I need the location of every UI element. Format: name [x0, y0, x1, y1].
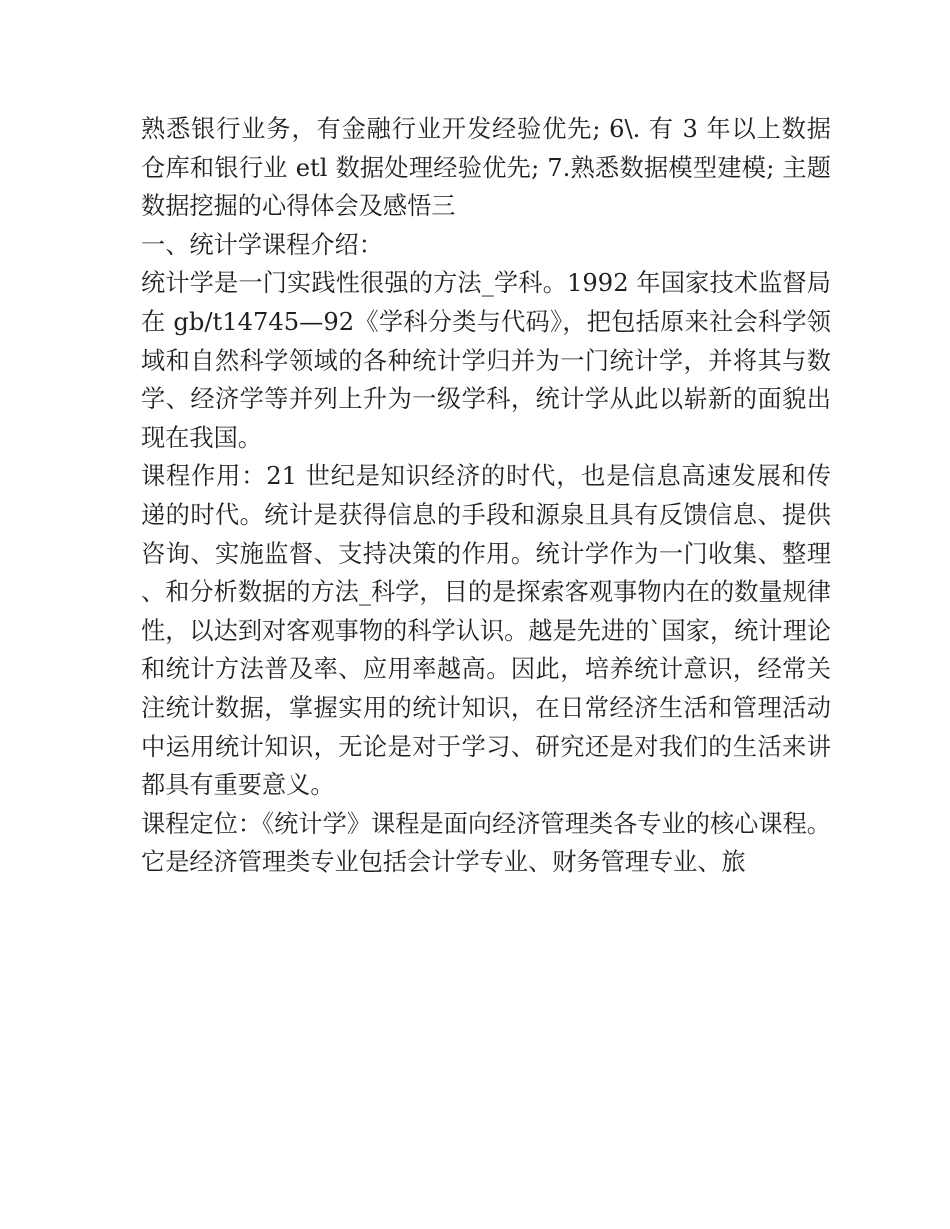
- paragraph-job-requirements: 熟悉银行业务，有金融行业开发经验优先; 6\. 有 3 年以上数据仓库和银行业 etl 数据处理经验优先; 7.熟悉数据模型建模; 主题数据挖掘的心得体会及感悟三: [141, 115, 831, 221]
- paragraph-statistics-discipline: 统计学是一门实践性很强的方法_学科。1992 年国家技术监督局在 gb/t14745—92《学科分类与代码》，把包括原来社会科学领域和自然科学领域的各种统计学归并为一门统计学，并将其与数学、经济学等并列上升为一级学科，统计学从此以崭新的面貌出现在我国。: [141, 269, 831, 452]
- section-heading-course-introduction: 一、统计学课程介绍：: [141, 230, 383, 259]
- paragraph-course-role: 课程作用：21 世纪是知识经济的时代，也是信息高速发展和传递的时代。统计是获得信息的手段和源泉且具有反馈信息、提供咨询、实施监督、支持决策的作用。统计学作为一门收集、整理、和分析数据的方法_科学，目的是探索客观事物内在的数量规律性，以达到对客观事物的科学认识。越是先进的`国家，统计理论和统计方法普及率、应用率越高。因此，培养统计意识，经常关注统计数据，掌握实用的统计知识，在日常经济生活和管理活动中运用统计知识，无论是对于学习、研究还是对我们的生活来讲都具有重要意义。: [141, 462, 831, 800]
- document-body: [141, 110, 831, 882]
- paragraph-course-positioning: 课程定位：《统计学》课程是面向经济管理类各专业的核心课程。它是经济管理类专业包括会计学专业、财务管理专业、旅: [141, 809, 831, 877]
